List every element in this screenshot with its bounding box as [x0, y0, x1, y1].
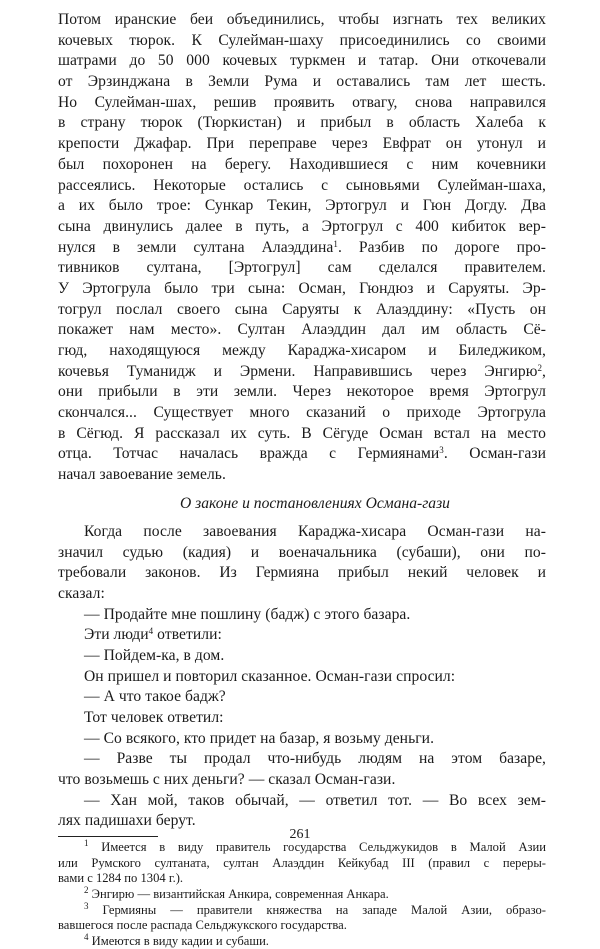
dialogue-line: — Разве ты продал что-нибудь людям на этом базаре,: [84, 750, 546, 768]
text-line: тивников султана, [Эртогрул] сам сделался правителем.: [58, 259, 546, 277]
text-line: отца. Тотчас началась вражда с Гермиянами$^3$. Осман-гази: [58, 445, 547, 463]
text-line: крепости Джафар. При переправе через Евфрат он утонул и: [58, 135, 546, 153]
text-line: Когда после завоевания Караджа-хисара Осман-гази на-: [84, 522, 546, 540]
text-line: кочевых тюрок. К Сулейман-шаху присоединились со своими: [58, 31, 546, 49]
footnote-ref-3: 3: [439, 445, 444, 456]
text-line: в страну тюрок (Тюркистан) и прибыл в область Халеба к: [58, 114, 546, 132]
footnote-3: $^3$ Гермияны — правители княжества на западе Малой Азии, образо-: [84, 900, 546, 917]
text-line: кочевья Туманидж и Эрмени. Направившись через Энгирю$^2$,: [58, 362, 546, 380]
text-line: рассеялись. Некоторые остались с сыновьями Сулейман-шаха,: [58, 176, 546, 194]
dialogue-line: лях падишахи берут.: [58, 812, 196, 830]
dialogue-line: — Хан мой, таков обычай, — ответил тот. — Во всех зем-: [84, 791, 546, 809]
text-line: был похоронен на берегу. Находившиеся с ним кочевники: [58, 155, 546, 173]
paragraph-law: [58, 522, 546, 832]
text-line: У Эртогрула было три сына: Осман, Гюндюз и Саруяты. Эр-: [58, 279, 546, 297]
text-line: покажет нам место». Султан Алаэддин дал им область Сё-: [58, 321, 546, 339]
dialogue-line: — Пойдем-ка, в дом.: [84, 646, 225, 664]
text-line: Потом иранские беи объединились, чтобы изгнать тех великих: [58, 11, 546, 28]
dialogue-line: — Продайте мне пошлину (бадж) с этого базара.: [84, 605, 411, 623]
footnote-1: $^1$ Имеется в виду правитель государства Сельджукидов в Малой Азии: [84, 838, 546, 855]
footnote-1-cont: или Румского султаната, султан Алаэддин Кейкубад III (правил с переры-: [58, 855, 546, 870]
text-line: начал завоевание земель.: [58, 466, 226, 484]
footnotes: [58, 840, 546, 949]
footnote-3-cont: вавшегося после распада Сельджукского государства.: [58, 918, 347, 933]
text-line: а их было трое: Сункар Текин, Эртогрул и Гюн Догду. Два: [58, 197, 546, 215]
footnote-1-cont: вами с 1284 по 1304 г.).: [58, 871, 184, 886]
book-page: [58, 10, 546, 949]
text-line: сказал:: [58, 584, 105, 602]
dialogue-line: что возьмешь с них деньги? — сказал Осман-гази.: [58, 771, 396, 789]
text-line: гюд, находящуюся между Караджа-хисаром и Биледжиком,: [58, 342, 546, 359]
footnote-4: $^4$ Имеются в виду кадии и субаши.: [84, 931, 269, 948]
section-heading: О законе и постановлениях Османа-гази: [180, 494, 450, 512]
text-line: они прибыли в эти земли. Через некоторое время Эртогрул: [58, 383, 546, 401]
text-line: Эти люди$^4$ ответили:: [84, 626, 222, 644]
paragraph-suleiman-shah: [58, 10, 546, 486]
text-line: от Эрзинджана в Земли Рума и оставались там лет шесть.: [58, 73, 546, 91]
text-line: шатрами до 50 000 кочевых туркмен и татар. Они откочевали: [58, 52, 546, 70]
footnote-2: $^2$ Энгирю — византийская Анкира, современная Анкара.: [84, 884, 389, 901]
text-line: скончался... Существует много сказаний о приходе Эртогрула: [58, 404, 546, 422]
text-line: Он пришел и повторил сказанное. Осман-гази спросил:: [84, 667, 456, 685]
page-number: 261: [289, 827, 311, 842]
text-line: тогрул послал своего сына Саруяты к Алаэддину: «Пусть он: [58, 300, 546, 318]
text-line: значил судью (кадия) и военачальника (субаши), они по-: [58, 543, 546, 561]
footnote-ref-1: 1: [333, 238, 338, 249]
text-line: требовали законов. Из Гермияна прибыл некий человек и: [58, 564, 546, 582]
text-line: Тот человек ответил:: [84, 709, 224, 726]
footnote-ref-4: 4: [148, 626, 154, 637]
text-line: сына двинулись далее в путь, а Эртогрул с 400 кибиток вер-: [58, 217, 546, 235]
text-line: Но Сулейман-шах, решив проявить отвагу, снова направился: [58, 93, 546, 111]
dialogue-line: — Со всякого, кто придет на базар, я возьму деньги.: [84, 729, 435, 747]
footnote-ref-2: 2: [537, 362, 543, 373]
text-line: в Сёгюд. Я рассказал их суть. В Сёгуде Осман встал на место: [58, 424, 546, 442]
text-line: нулся в земли султана Алаэддина$^1$. Разбив по дороге про-: [58, 238, 547, 256]
dialogue-line: — А что такое бадж?: [84, 688, 226, 706]
